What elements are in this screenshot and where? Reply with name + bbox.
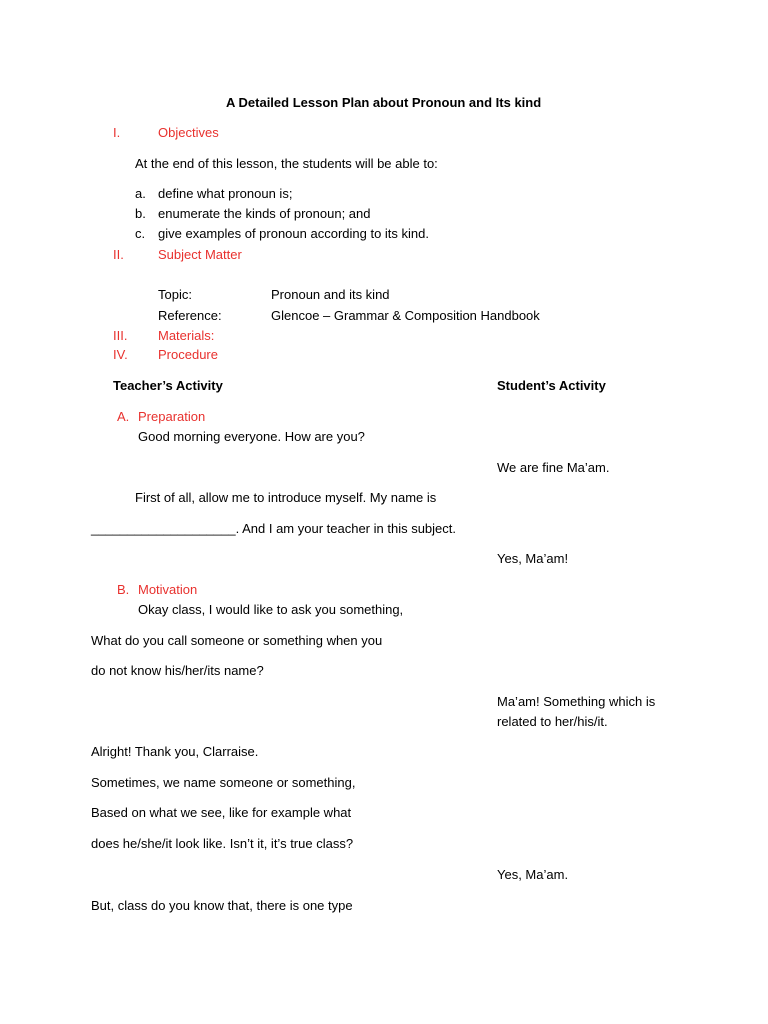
student-line: Ma’am! Something which is: [497, 694, 656, 709]
subsection-heading-motivation: Motivation: [138, 582, 198, 597]
student-activity-header: Student’s Activity: [497, 378, 606, 393]
teacher-line: But, class do you know that, there is one type: [91, 898, 353, 913]
student-line: We are fine Ma’am.: [497, 460, 610, 475]
subsection-heading-preparation: Preparation: [138, 409, 206, 424]
section-heading-procedure: Procedure: [158, 347, 218, 362]
teacher-line: ____________________. And I am your teacher in this subject.: [91, 521, 456, 536]
teacher-line: What do you call someone or something when you: [91, 633, 383, 648]
section-heading-materials: Materials:: [158, 328, 215, 343]
document-title: A Detailed Lesson Plan about Pronoun and Its kind: [226, 95, 542, 110]
teacher-line: does he/she/it look like. Isn’t it, it’s true class?: [91, 836, 354, 851]
section-number-materials: III.: [113, 328, 128, 343]
student-line: Yes, Ma’am!: [497, 551, 569, 566]
teacher-line: First of all, allow me to introduce myself. My name is: [135, 490, 437, 505]
section-number-procedure: IV.: [113, 347, 128, 362]
objective-letter-b: b.: [135, 206, 146, 221]
teacher-line: Good morning everyone. How are you?: [138, 429, 365, 444]
reference-label: Reference:: [158, 308, 222, 323]
objective-item-a: define what pronoun is;: [158, 186, 293, 201]
objective-letter-c: c.: [135, 226, 146, 241]
subsection-letter-preparation: A.: [117, 409, 130, 424]
teacher-line: Alright! Thank you, Clarraise.: [91, 744, 259, 759]
topic-value: Pronoun and its kind: [271, 287, 390, 302]
student-line: related to her/his/it.: [497, 714, 608, 729]
section-number-subject-matter: II.: [113, 247, 124, 262]
section-heading-objectives: Objectives: [158, 125, 219, 140]
objective-item-b: enumerate the kinds of pronoun; and: [158, 206, 371, 221]
section-heading-subject-matter: Subject Matter: [158, 247, 242, 262]
teacher-line: Based on what we see, like for example what: [91, 805, 352, 820]
topic-label: Topic:: [158, 287, 192, 302]
teacher-line: do not know his/her/its name?: [91, 663, 264, 678]
section-number-objectives: I.: [113, 125, 121, 140]
objective-item-c: give examples of pronoun according to its kind.: [158, 226, 429, 241]
reference-value: Glencoe – Grammar & Composition Handbook: [271, 308, 540, 323]
objective-letter-a: a.: [135, 186, 146, 201]
subsection-letter-motivation: B.: [117, 582, 130, 597]
teacher-activity-header: Teacher’s Activity: [113, 378, 223, 393]
teacher-line: Sometimes, we name someone or something,: [91, 775, 356, 790]
student-line: Yes, Ma’am.: [497, 867, 569, 882]
teacher-line: Okay class, I would like to ask you something,: [138, 602, 404, 617]
objectives-intro: At the end of this lesson, the students will be able to:: [135, 156, 438, 171]
